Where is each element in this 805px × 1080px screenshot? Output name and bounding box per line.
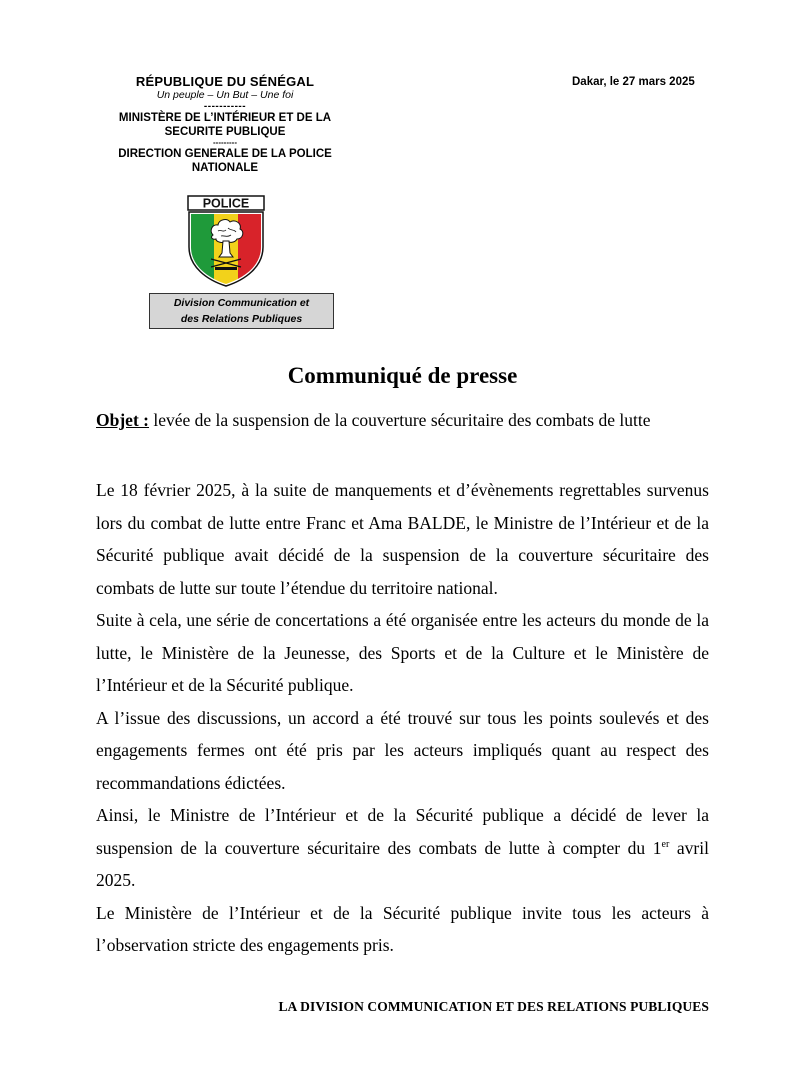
- division-line-1: Division Communication et: [173, 297, 310, 309]
- ministry-name: MINISTÈRE DE L’INTÉRIEUR ET DE LA SECURITE PUBLIQUE: [118, 112, 332, 138]
- police-crest-baobab-icon: [185, 195, 267, 287]
- document-date: Dakar, le 27 mars 2025: [572, 76, 695, 88]
- paragraph-4-text: Ainsi, le Ministre de l’Intérieur et de la Sécurité publique a décidé de lever la suspension de la couverture sécuritaire des combats de lutte à compter du 1: [96, 805, 709, 858]
- crest-police-text: POLICE: [202, 196, 250, 211]
- separator: -----------: [203, 101, 247, 112]
- subject-label: Objet :: [96, 410, 149, 430]
- paragraph-4-end: avril 2025.: [96, 837, 709, 890]
- division-line-2: des Relations Publiques: [180, 313, 303, 325]
- separator-2: ---------: [213, 138, 237, 147]
- subject-text: levée de la suspension de la couverture sécuritaire des combats de lutte: [153, 410, 651, 430]
- signature: LA DIVISION COMMUNICATION ET DES RELATIONS PUBLIQUES: [278, 999, 709, 1014]
- division-label-box: [149, 293, 334, 329]
- paragraph-5: Le Ministère de l’Intérieur et de la Sécurité publique invite tous les acteurs à l’observation stricte des engagements pris.: [96, 902, 709, 955]
- paragraph-4: [96, 799, 709, 897]
- paragraph-3: A l’issue des discussions, un accord a été trouvé sur tous les points soulevés et des engagements fermes ont été pris par les acteurs impliqués quant au respect des recommandations édictées.: [96, 707, 709, 793]
- national-motto: Un peuple – Un But – Une foi: [156, 89, 294, 101]
- letterhead: [95, 74, 355, 175]
- document-title: Communiqué de presse: [287, 363, 518, 388]
- direction-name: DIRECTION GENERALE DE LA POLICE NATIONALE: [118, 148, 332, 174]
- republic-name: RÉPUBLIQUE DU SÉNÉGAL: [135, 74, 315, 89]
- paragraph-2: Suite à cela, une série de concertations a été organisée entre les acteurs du monde de la lutte, le Ministère de la Jeunesse, des Sports et de la Culture et le Ministère de l’Intérieur et de la Sécurité publique.: [96, 610, 709, 695]
- ordinal-superscript: er: [661, 838, 670, 850]
- subject-line: [96, 410, 650, 431]
- communique-body: [96, 474, 709, 962]
- paragraph-1: Le 18 février 2025, à la suite de manquements et d’évènements regrettables survenus lors du combat de lutte entre Franc et Ama BALDE, le Ministre de l’Intérieur et de la Sécurité publique avait décidé de la suspension de la couverture sécuritaire des combats de lutte sur toute l’étendue du territoire national.: [96, 480, 709, 598]
